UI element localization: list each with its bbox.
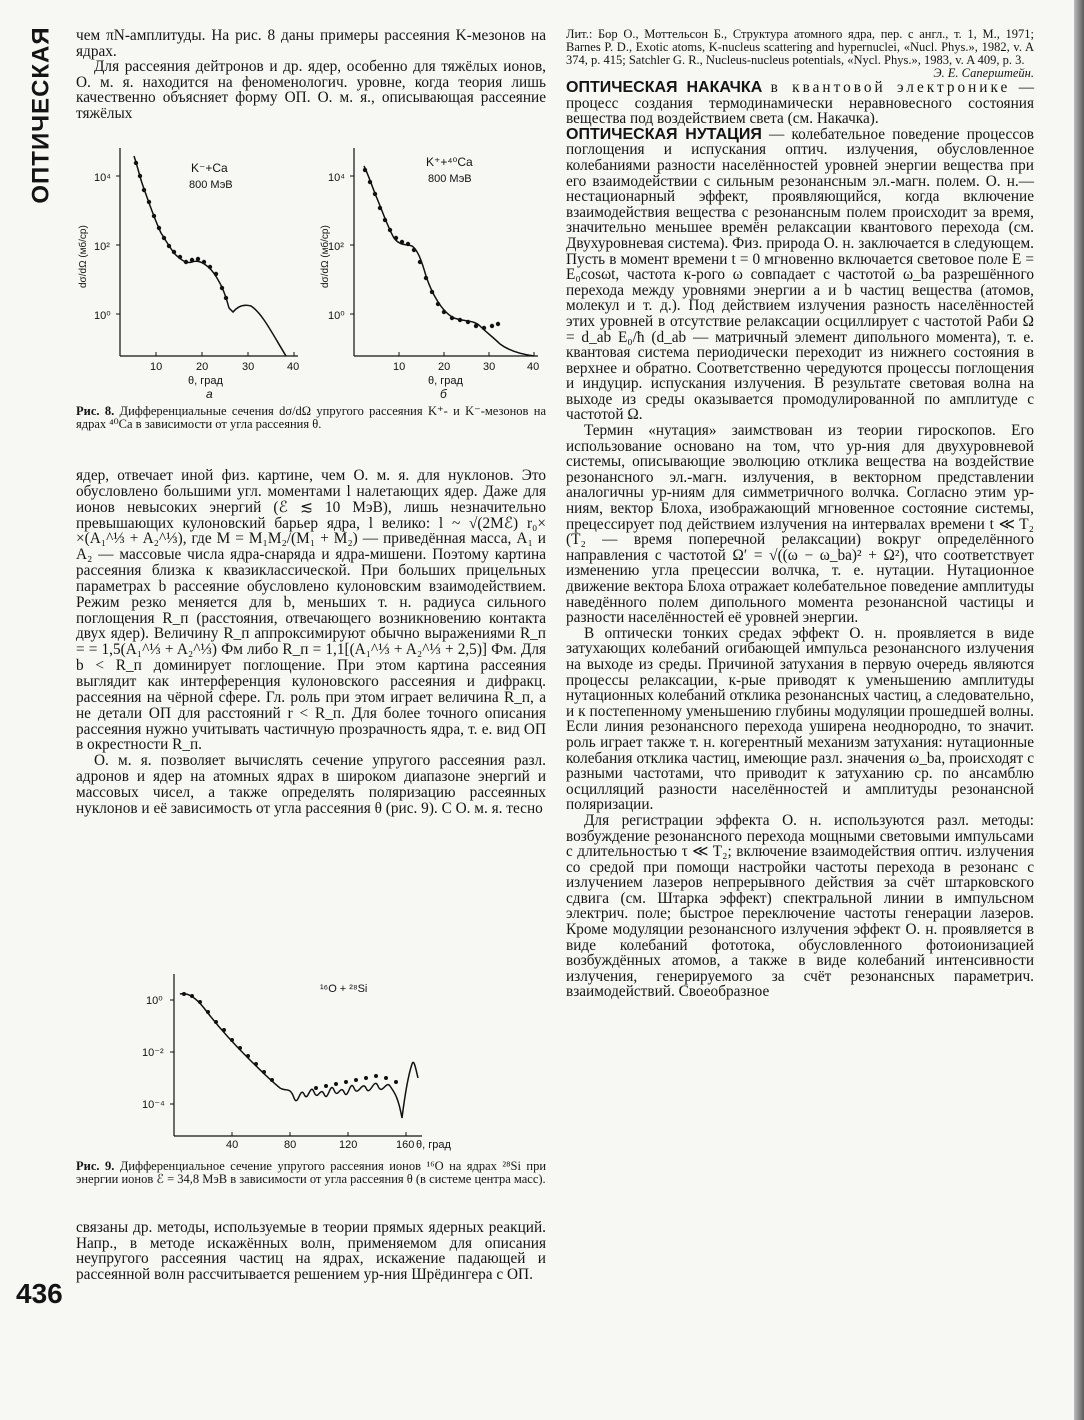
panel-b-xtick: 40: [527, 361, 540, 373]
left-column-middle: [76, 468, 546, 817]
paragraph: связаны др. методы, используемые в теории прямых ядерных реакций. Напр., в методе искажённых волн, применяемом для описания неупругого рассеяния частиц на ядрах, искажение падающей и рассеянной волн рассчитывается решением ур-ния Шрёдингера с ОП.: [76, 1219, 546, 1283]
fig9-xtick: 80: [284, 1139, 297, 1151]
figure-8: [76, 138, 546, 400]
figure-9-caption: [76, 1160, 546, 1186]
panel-b-xlabel: θ, град: [428, 375, 463, 387]
author-signature: Э. Е. Саперштейн.: [933, 66, 1034, 80]
panel-b-letter: б: [440, 387, 447, 400]
figure-9-plot: [140, 968, 470, 1158]
panel-b-ylabel: dσ/dΩ (мб/ср): [320, 225, 331, 288]
panel-a-xtick: 10: [150, 361, 163, 373]
references: [566, 27, 1034, 80]
entry-field: в квантовой электронике: [770, 79, 1011, 96]
figure-8-caption: [76, 405, 546, 431]
references-text: Лит.: Бор О., Моттельсон Б., Структура атомного ядра, пер. с англ., т. 1, М., 1971; Barnes P. D., Exotic atoms, K-nucleus scattering and hypernuclei, «Nucl. Phys.», 1982, v. A 374, p. 415; Satchler G. R., Nucleus-nucleus potentials, «Nycl. Phys.», 1983, v. A 409, p. 3.: [566, 27, 1034, 67]
entry-optical-nutation: [566, 127, 1034, 423]
entry-definition: — колебательное поведение процессов поглощения и испускания оптич. излучения, обусловленное колебаниями разности населённостей уровней энергии вещества при его взаимодействии с сильным резонансным эл.-магн. полем. О. н.— нестационарный эффект, проявляющийся, когда включение взаимодействия вещества с резонансным полем происходит за время, значительно меньшее времён релаксации квантового перехода (см. Двухуровневая система). Физ. природа О. н. заключается в следующем. Пусть в момент времени t = 0 мгновенно включается световое поле E = E₀cosωt, частота к-рого ω совпадает с частотой ω_ba разрешённого перехода между уровнями энергии a и b частиц вещества (атомов, молекул и т. д.). Под действием излучения разность населённостей этих уровней в отсутствие релаксации осциллирует с частотой Раби Ω = d_ab E₀/ħ (d_ab — матричный элемент дипольного момента), т. е. квантовая система периодически переходит из нижнего состояния в верхнее и обратно. Соответственно чередуются процессы поглощения и индуцир. испускания излучения. В результате световая волна на выходе из среды оказывается промодулированной по амплитуде с частотой Ω.: [566, 125, 1035, 424]
panel-b-ytick: 10⁴: [328, 172, 345, 184]
paragraph: Для регистрации эффекта О. н. используются разл. методы: возбуждение резонансного перехода мощными световыми импульсами с длительностью τ ≪ T₂; включение взаимодействия оптич. излучения со средой при помощи настройки частоты перехода в резонанс с излучением лазеров непрерывного действия за счёт штарковского сдвига (см. Штарка эффект) спектральной линии в импульсном электрич. поле; быстрое переключение частоты генерации лазеров. Кроме модуляции резонансного излучения эффект О. н. проявляется в виде колебаний фототока, обусловленного фотоионизацией возбуждённых атомов, а также в виде колебаний интенсивности излучения, генерируемого за счёт резонансных параметрич. взаимодействий. Своеобразное: [566, 811, 1034, 1001]
scan-edge-shadow: [1074, 0, 1084, 1420]
paragraph: Термин «нутация» заимствован из теории гироскопов. Его использование основано на том, что ур-ния для двухуровневой системы, описывающие эволюцию отклика вещества на воздействие резонансного эл.-магн. излучения, в векторном представлении аналогичны ур-ниям для симметричного волчка. Согласно этим ур-ниям, вектор Блоха, изображающий мгновенное состояние системы, прецессирует под действием излучения на интервалах времени t ≪ T₂ (T₂ — время поперечной релаксации) вокруг определённого направления с частотой Ω′ = √((ω − ω_ba)² + Ω²), что соответствует изменению угла прецессии волчка, т. е. нутации. Нутационное движение вектора Блоха отражает колебательное поведение амплитуды наведённого полем дипольного момента резонансной частицы и разности населённостей её уровней энергии.: [566, 422, 1034, 627]
panel-a-xtick: 20: [196, 361, 209, 373]
caption-text: Дифференциальное сечение упругого рассеяния ионов ¹⁶O на ядрах ²⁸Si при энергии ионов ℰ = 34,8 МэВ в зависимости от угла рассеяния θ (в системе центра масс).: [76, 1159, 547, 1186]
paragraph: О. м. я. позволяет вычислять сечение упругого рассеяния разл. адронов и ядер на атомных ядрах в широком диапазоне энергий и массовых чисел, а также определять поляризацию рассеянных нуклонов и её зависимость от угла рассеяния θ (рис. 9). С О. м. я. тесно: [76, 752, 546, 817]
right-column: [566, 28, 1034, 1000]
fig9-ytick: 10⁻⁴: [142, 1099, 165, 1111]
figure-8-plot: [76, 138, 546, 400]
panel-a-ytick: 10²: [94, 241, 110, 253]
panel-b-xtick: 20: [438, 361, 451, 373]
entry-term: ОПТИЧЕСКАЯ НАКАЧКА: [566, 79, 763, 96]
page-number: 436: [16, 1278, 63, 1309]
fig9-xtick: 40: [226, 1139, 239, 1151]
panel-a-title-2: 800 МэВ: [189, 179, 233, 191]
fig9-ytick: 10⁰: [146, 995, 163, 1007]
panel-a-title-1: K⁻+Ca: [191, 161, 228, 175]
fig9-xlabel: θ, град: [416, 1139, 451, 1151]
fig9-curve: [180, 994, 418, 1118]
caption-label: Рис. 8.: [76, 404, 115, 418]
fig9-ytick: 10⁻²: [142, 1047, 164, 1059]
figure-9: [140, 968, 470, 1158]
panel-b-points: [363, 168, 500, 330]
fig9-title: ¹⁶O + ²⁸Si: [320, 983, 368, 995]
panel-a-xlabel: θ, град: [188, 375, 223, 387]
left-column-top: [76, 28, 546, 122]
panel-b-curve: [364, 166, 534, 356]
section-side-tab: [24, 26, 60, 204]
panel-a-ylabel: dσ/dΩ (мб/ср): [78, 225, 89, 288]
caption-text: Дифференциальные сечения dσ/dΩ упругого рассеяния K⁺- и K⁻-мезонов на ядрах ⁴⁰Ca в зависимости от угла рассеяния θ.: [76, 404, 546, 431]
caption-label: Рис. 9.: [76, 1159, 115, 1173]
panel-a-ytick: 10⁰: [94, 310, 111, 322]
entry-term: ОПТИЧЕСКАЯ НУТАЦИЯ: [566, 125, 762, 143]
panel-a-xtick: 40: [287, 361, 300, 373]
panel-b-title-1: K⁺+⁴⁰Ca: [426, 155, 473, 169]
fig9-xtick: 120: [339, 1139, 358, 1151]
left-column-bottom: [76, 1220, 546, 1282]
paragraph: ядер, отвечает иной физ. картине, чем О. м. я. для нуклонов. Это обусловлено большими угл. моментами l налетающих ядер. Даже для ионов невысоких энергий (ℰ ≲ 10 МэВ), лишь незначительно превышающих кулоновский барьер ядра, l велико: l ~ √(2Mℰ) r₀× ×(A₁^⅓ + A₂^⅓), где M = M₁M₂/(M₁ + M₂) — приведённая масса, A₁ и A₂ — массовые числа ядра-снаряда и ядра-мишени. Поэтому картина рассеяния близка к квазиклассической. При больших прицельных параметрах b рассеяние обусловлено кулоновским взаимодействием. Режим резко меняется для b, меньших т. н. радиуса сильного поглощения R_п (расстояния, отвечающего возникновению контакта двух ядер). Величину R_п аппроксимируют обычно выражениями R_п = = 1,5(A₁^⅓ + A₂^⅓) Фм либо R_п = 1,1[(A₁^⅓ + A₂^⅓ + 2,5)] Фм. Для b < R_п доминирует поглощение. При этом картина рассеяния выглядит как интерференция кулоновского рассеяния и дифракц. рассеяния на чёрной сфере. Гл. роль при этом играет величина R_п, а не детали ОП для расстояний r < R_п. Для более точного описания рассеяния нужно учитывать частичную прозрачность ядра, т. е. вид ОП в окрестности R_п.: [76, 467, 546, 754]
section-side-label: ОПТИЧЕСКАЯ: [28, 26, 56, 204]
paragraph: В оптически тонких средах эффект О. н. проявляется в виде затухающих колебаний огибающей импульса резонансного излучения на выходе из среды. Причиной затухания в первую очередь являются процессы релаксации, к-рые приводят к уменьшению амплитуды нутационных колебаний отклика резонансных частиц, а следовательно, и к постепенному уменьшению глубины модуляции прошедшей волны. Если линия резонансного перехода уширена неоднородно, то значит. роль играет также т. н. когерентный механизм затухания: нутационные колебания отклика частиц, имеющие разл. значения ω_ba, происходят с разными частотами, что приводит к затуханию ср. по ансамблю осцилляций разности населённостей и амплитуды резонансной поляризации.: [566, 624, 1034, 814]
paragraph: чем πN-амплитуды. На рис. 8 даны примеры рассеяния K-мезонов на ядрах.: [76, 27, 546, 60]
entry-optical-pumping: [566, 80, 1034, 127]
panel-b-xtick: 30: [483, 361, 496, 373]
panel-b-xtick: 10: [393, 361, 406, 373]
fig9-points: [182, 992, 398, 1090]
panel-a-letter: а: [206, 387, 213, 400]
paragraph: Для рассеяния дейтронов и др. ядер, особенно для тяжёлых ионов, О. м. я. находится на феноменологич. уровне, когда теория лишь качественно объясняет форму ОП. О. м. я., описывающая рассеяние тяжёлых: [76, 58, 546, 122]
entry-definition: — процесс создания термодинамически неравновесного состояния вещества под воздействием света (см. Накачка).: [566, 79, 1034, 128]
fig9-xtick: 160: [396, 1139, 415, 1151]
panel-b-ytick: 10²: [328, 241, 344, 253]
panel-a-ytick: 10⁴: [94, 172, 111, 184]
panel-a-xtick: 30: [242, 361, 255, 373]
panel-b-ytick: 10⁰: [328, 310, 345, 322]
panel-b-title-2: 800 МэВ: [428, 173, 472, 185]
